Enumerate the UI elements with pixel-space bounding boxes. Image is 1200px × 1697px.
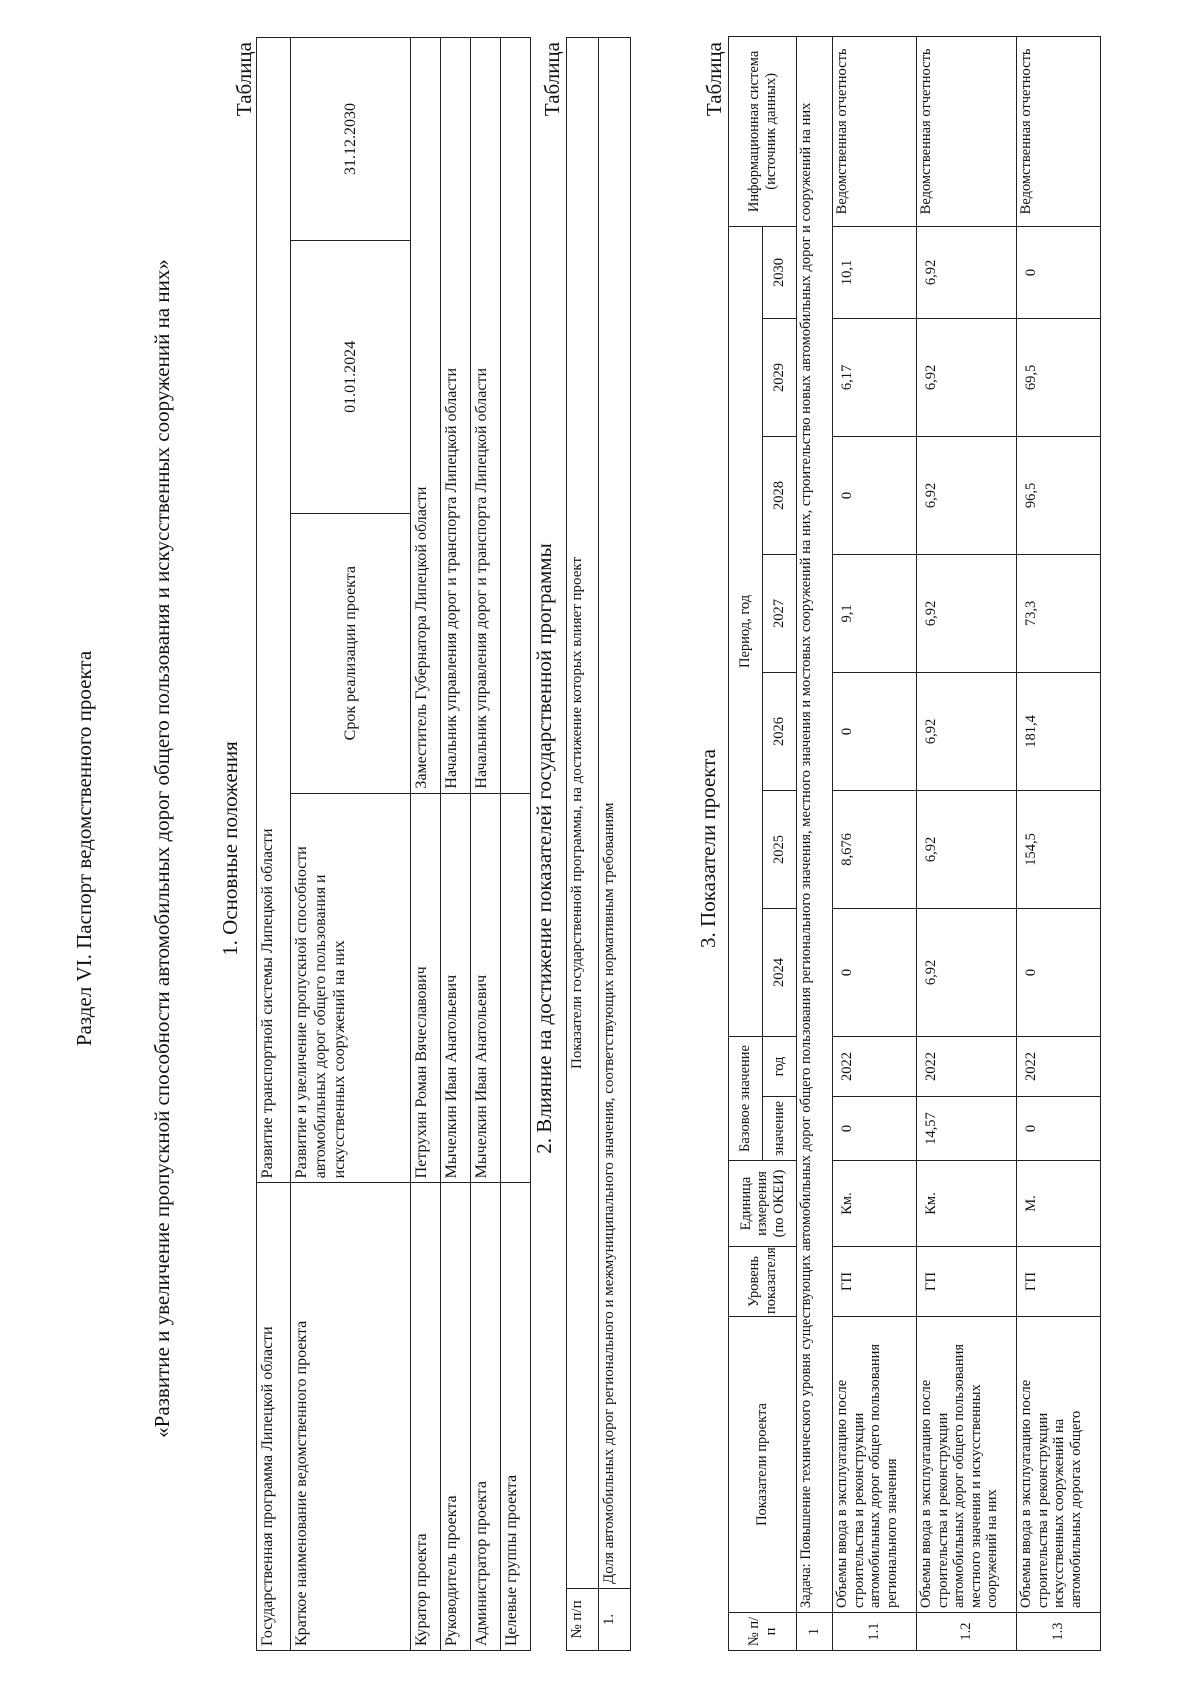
row-value: 73,3 <box>1017 554 1101 672</box>
row-base-value: 0 <box>833 1097 917 1161</box>
row-source: Ведомственная отчетность <box>917 36 1017 226</box>
term-start: 01.01.2024 <box>291 240 411 513</box>
row-base-year: 2022 <box>833 1036 917 1096</box>
header-source: Информационная система (источник данных) <box>729 36 797 226</box>
row-level: ГП <box>1017 1247 1101 1317</box>
table-row <box>411 38 441 1651</box>
part3-heading: 3. Показатели проекта <box>696 749 720 948</box>
row-value: Мычелкин Иван Анатольевич <box>441 793 471 1183</box>
row-num: 1.2 <box>917 1613 1017 1651</box>
row-value: 181,4 <box>1017 672 1101 790</box>
row-text: Доля автомобильных дорог регионального и межмуниципального значения, соответствующих нормативным требованиям <box>599 38 631 1589</box>
header-year: 2024 <box>763 908 797 1036</box>
table-row <box>257 38 291 1651</box>
project-indicators-table <box>728 36 1101 1651</box>
row-value: 0 <box>833 672 917 790</box>
header-base-value: значение <box>763 1097 797 1161</box>
row-num: 1.3 <box>1017 1613 1101 1651</box>
term-end: 31.12.2030 <box>291 38 411 241</box>
header-base-year: год <box>763 1036 797 1096</box>
row-value: 6,92 <box>917 672 1017 790</box>
row-role: Начальник управления дорог и транспорта Липецкой области <box>471 38 501 794</box>
part2-heading: 2. Влияние на достижение показателей государственной программы <box>532 543 556 1154</box>
program-indicators-table <box>566 37 631 1651</box>
table-row <box>567 38 599 1651</box>
table3-label: Таблица <box>702 42 726 117</box>
row-value: Мычелкин Иван Анатольевич <box>471 793 501 1183</box>
row-value: 0 <box>1017 908 1101 1036</box>
row-unit: М. <box>1017 1161 1101 1247</box>
row-base-value: 0 <box>1017 1097 1101 1161</box>
row-value: 0 <box>833 436 917 554</box>
header-period: Период, год <box>729 226 763 1036</box>
table-row <box>471 38 501 1651</box>
header-base: Базовое значение <box>729 1036 763 1160</box>
row-role: Начальник управления дорог и транспорта Липецкой области <box>441 38 471 794</box>
header-num: № п/п <box>729 1613 797 1651</box>
row-num: 1.1 <box>833 1613 917 1651</box>
row-label: Руководитель проекта <box>441 1183 471 1651</box>
table-row <box>599 38 631 1651</box>
row-value: Развитие транспортной системы Липецкой области <box>257 38 291 1183</box>
row-name: Объемы ввода в эксплуатацию после строительства и реконструкции искусственных сооружений на автомобильных дорогах общего <box>1017 1317 1101 1613</box>
row-label: Куратор проекта <box>411 1183 441 1651</box>
row-value: 6,92 <box>917 554 1017 672</box>
row-name: Объемы ввода в эксплуатацию после строительства и реконструкции автомобильных дорог общего пользования регионального значения <box>833 1317 917 1613</box>
row-value: 6,92 <box>917 436 1017 554</box>
header-row <box>729 36 763 1650</box>
header-year: 2027 <box>763 554 797 672</box>
row-base-year: 2022 <box>1017 1036 1101 1096</box>
row-level: ГП <box>917 1247 1017 1317</box>
task-text: Задача: Повышение технического уровня существующих автомобильных дорог общего пользования регионального значения, местного значения и мостовых сооружений на них, строительство новых автомобильных дорог и сооружений на них <box>797 36 833 1612</box>
header-year: 2025 <box>763 790 797 908</box>
row-value: Петрухин Роман Вячеславович <box>411 793 441 1183</box>
row-level: ГП <box>833 1247 917 1317</box>
table-row <box>291 38 411 1651</box>
row-value: 6,92 <box>917 226 1017 318</box>
row-num: 1. <box>599 1589 631 1651</box>
table-row <box>441 38 471 1651</box>
project-title: «Развитие и увеличение пропускной способности автомобильных дорог общего пользования и искусственных сооружений на них» <box>150 259 174 1438</box>
main-provisions-table <box>256 37 531 1651</box>
row-source: Ведомственная отчетность <box>833 36 917 226</box>
header-unit: Единица измерения (по ОКЕИ) <box>729 1161 797 1247</box>
row-value: 0 <box>833 908 917 1036</box>
row-value: 10,1 <box>833 226 917 318</box>
column-header-title: Показатели государственной программы, на достижение которых влияет проект <box>567 38 599 1589</box>
header-level: Уровень показателя <box>729 1247 797 1317</box>
row-source: Ведомственная отчетность <box>1017 36 1101 226</box>
row-base-year: 2022 <box>917 1036 1017 1096</box>
header-year: 2030 <box>763 226 797 318</box>
table1-label: Таблица <box>232 42 256 117</box>
row-value: 9,1 <box>833 554 917 672</box>
row-value: 8,676 <box>833 790 917 908</box>
row-label: Государственная программа Липецкой области <box>257 1183 291 1651</box>
row-value <box>501 793 531 1183</box>
row-role <box>501 38 531 794</box>
row-value: 69,5 <box>1017 318 1101 436</box>
header-year: 2026 <box>763 672 797 790</box>
row-value: Развитие и увеличение пропускной способности автомобильных дорог общего пользования и искусственных сооружений на них <box>291 793 411 1183</box>
row-name: Объемы ввода в эксплуатацию после строительства и реконструкции автомобильных дорог общего пользования местного значения и искусственных сооружений на них <box>917 1317 1017 1613</box>
row-value: 96,5 <box>1017 436 1101 554</box>
header-name: Показатели проекта <box>729 1317 797 1613</box>
row-label: Краткое наименование ведомственного проекта <box>291 1183 411 1651</box>
row-value: 6,92 <box>917 790 1017 908</box>
row-role: Заместитель Губернатора Липецкой области <box>411 38 441 794</box>
row-value: 6,92 <box>917 908 1017 1036</box>
header-year: 2029 <box>763 318 797 436</box>
row-value: 6,92 <box>917 318 1017 436</box>
table2-label: Таблица <box>540 42 564 117</box>
table-row <box>501 38 531 1651</box>
header-year: 2028 <box>763 436 797 554</box>
table-row <box>1017 36 1101 1650</box>
term-label: Срок реализации проекта <box>291 513 411 793</box>
part1-heading: 1. Основные положения <box>218 741 242 956</box>
row-value: 6,17 <box>833 318 917 436</box>
row-unit: Км. <box>833 1161 917 1247</box>
task-num: 1 <box>797 1613 833 1651</box>
row-label: Целевые группы проекта <box>501 1183 531 1651</box>
row-label: Администратор проекта <box>471 1183 501 1651</box>
task-row <box>797 36 833 1650</box>
row-value: 154,5 <box>1017 790 1101 908</box>
table-row <box>917 36 1017 1650</box>
row-unit: Км. <box>917 1161 1017 1247</box>
column-header-num: № п/п <box>567 1589 599 1651</box>
row-base-value: 14,57 <box>917 1097 1017 1161</box>
row-value: 0 <box>1017 226 1101 318</box>
section-title: Раздел VI. Паспорт ведомственного проекта <box>72 650 96 1047</box>
table-row <box>833 36 917 1650</box>
